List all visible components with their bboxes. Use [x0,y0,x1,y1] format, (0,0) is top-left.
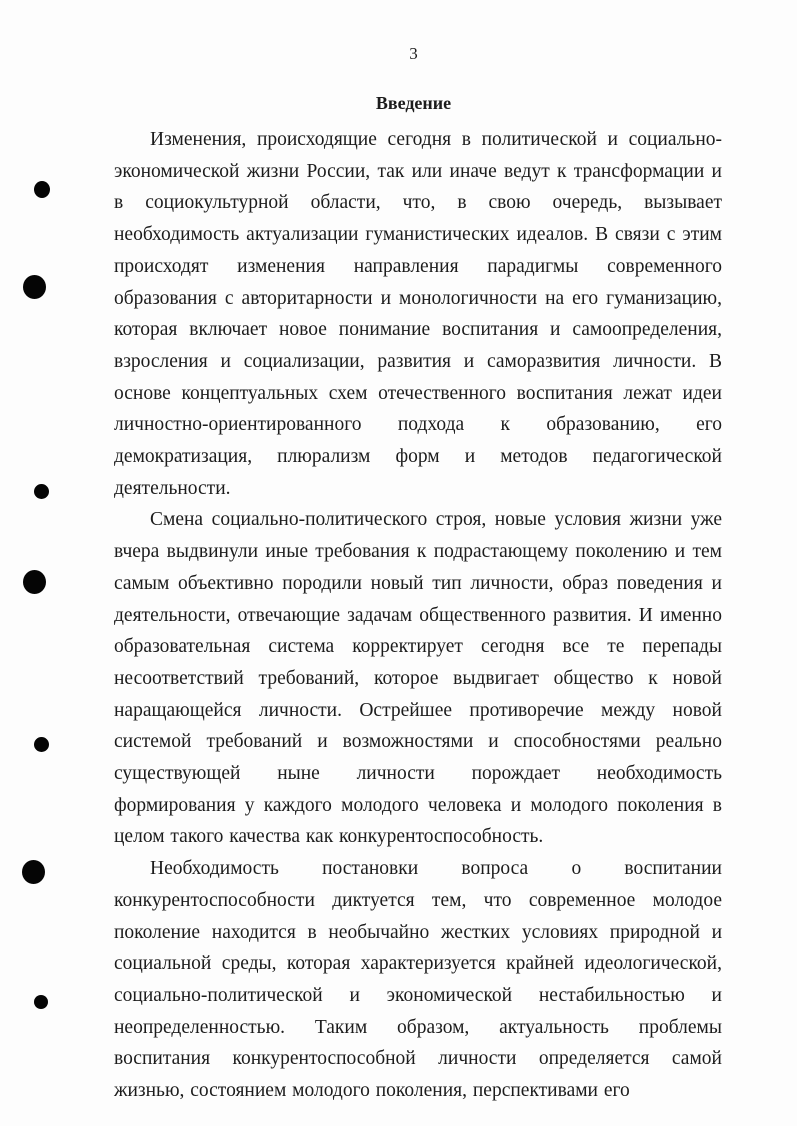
paragraph-2: Смена социально-политического строя, новые условия жизни уже вчера выдвинули иные требования к подрастающему поколению и тем самым объективно породили новый тип личности, образ поведения и деятельности, отвечающие задачам общественного развития. И именно образовательная система корректирует сегодня все те перепады несоответствий требований, которое выдвигает общество к новой наращающейся личности. Острейшее противоречие между новой системой требований и возможностями и способностями реально существующей ныне личности порождает необходимость формирования у каждого молодого человека и молодого поколения в целом такого качества как конкурентоспособность. [114,509,722,848]
binder-hole [34,995,48,1009]
binder-hole [22,860,45,884]
body-text [114,124,722,1107]
page-number: 3 [409,44,418,63]
paragraph-3: Необходимость постановки вопроса о воспитании конкурентоспособности диктуется тем, что современное молодое поколение находится в необычайно жестких условиях природной и социальной среды, которая характеризуется крайней идеологической, социально-политической и экономической нестабильностью и неопределенностью. Таким образом, актуальность проблемы воспитания конкурентоспособной личности определяется самой жизнью, состоянием молодого поколения, перспективами его [114,858,722,1102]
binder-hole [34,181,50,198]
binder-hole [23,275,46,299]
binder-hole [34,484,49,499]
binder-hole [23,570,46,594]
binder-hole [34,737,49,752]
section-heading: Введение [375,93,452,113]
paragraph-1: Изменения, происходящие сегодня в политической и социально-экономической жизни России, так или иначе ведут к трансформации и в социокультурной области, что, в свою очередь, вызывает необходимость актуализации гуманистических идеалов. В связи с этим происходят изменения направления парадигмы современного образования с авторитарности и монологичности на его гуманизацию, которая включает новое понимание воспитания и самоопределения, взросления и социализации, развития и саморазвития личности. В основе концептуальных схем отечественного воспитания лежат идеи личностно-ориентированного подхода к образованию, его демократизация, плюрализм форм и методов педагогической деятельности. [114,129,722,499]
